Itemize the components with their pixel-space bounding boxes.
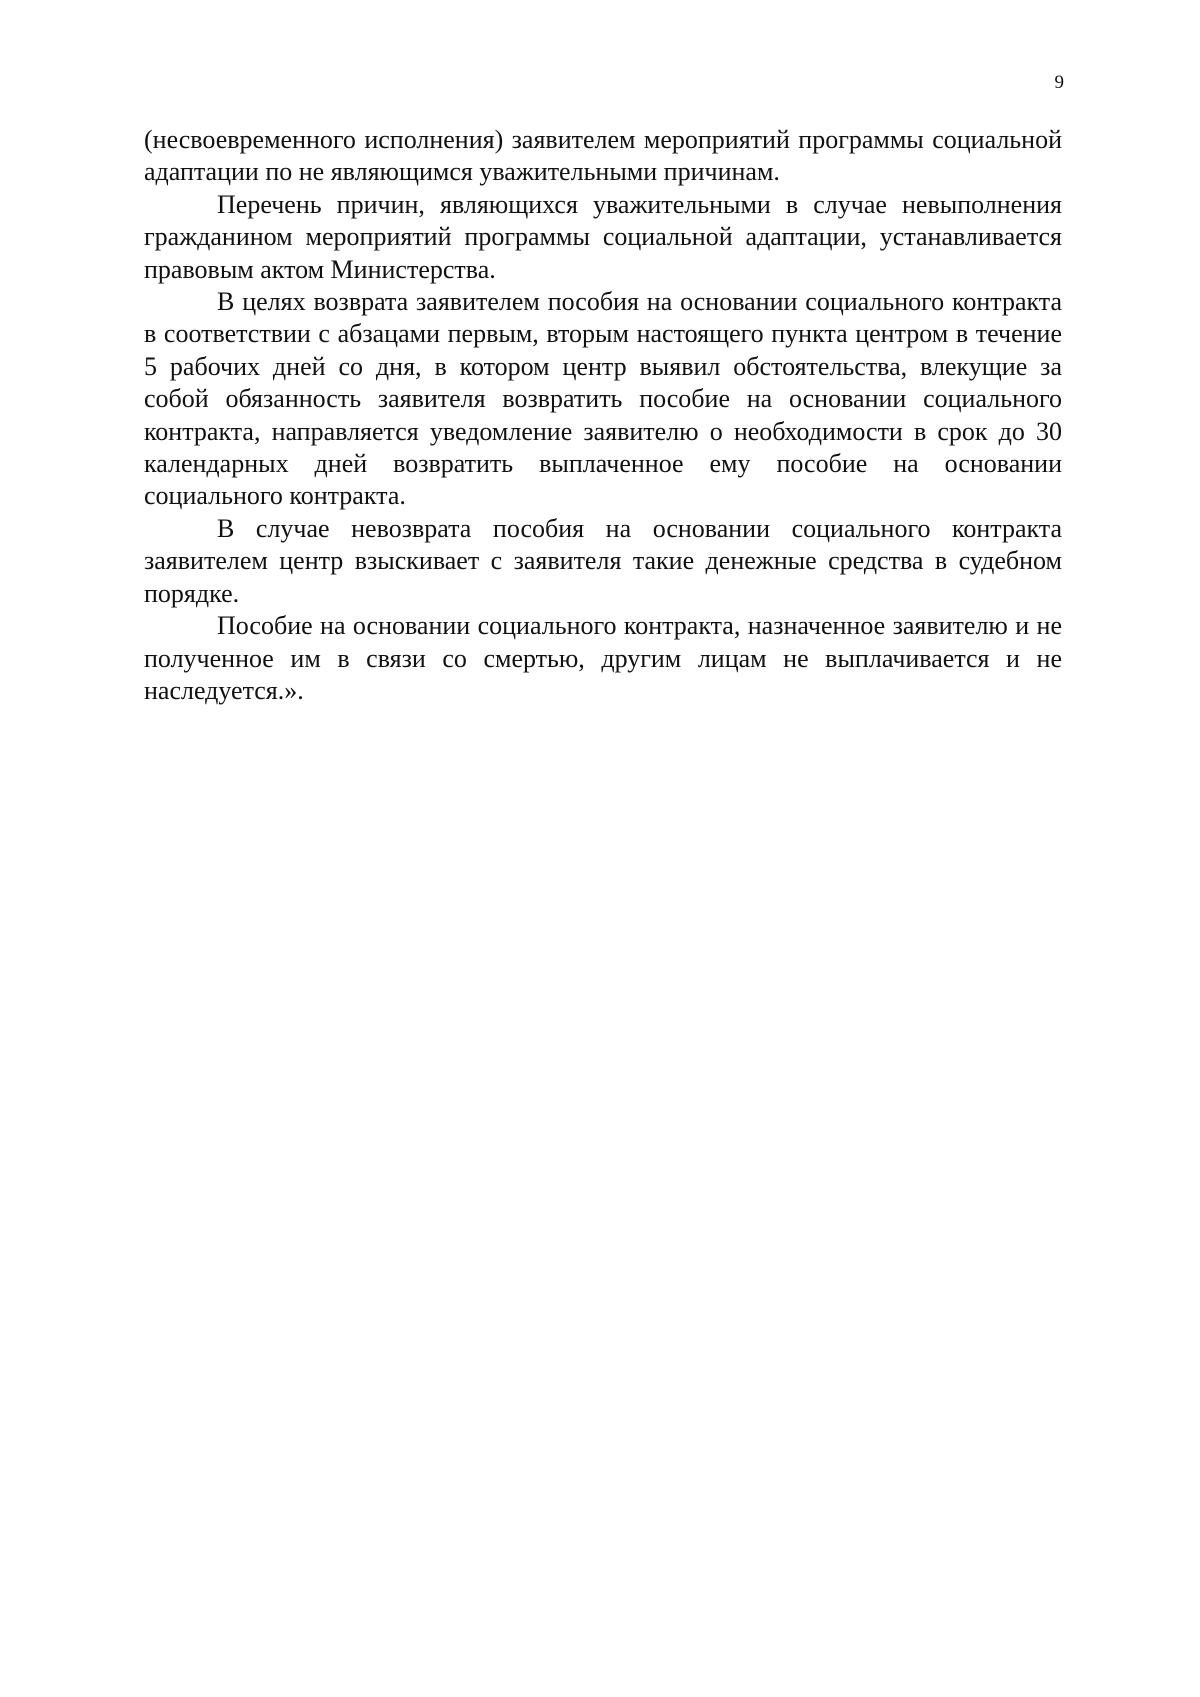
paragraph-4: В случае невозврата пособия на основании социального контракта заявителем центр взыскивает с заявителя такие денежные средства в судебном порядке. [144, 513, 1062, 608]
document-body [144, 124, 1062, 707]
paragraph-5: Пособие на основании социального контракта, назначенное заявителю и не полученное им в связи со смертью, другим лицам не выплачивается и не наследуется.». [144, 611, 1062, 705]
paragraph-2: Перечень причин, являющихся уважительными в случае невыполнения гражданином мероприятий программы социальной адаптации, устанавливается правовым актом Министерства. [144, 189, 1062, 284]
paragraph-1: (несвоевременного исполнения) заявителем мероприятий программы социальной адаптации по не являющимся уважительными причинам. [144, 125, 1062, 187]
page-number: 9 [1054, 72, 1064, 93]
paragraph-3: В целях возврата заявителем пособия на основании социального контракта в соответствии с абзацами первым, вторым настоящего пункта центром в течение 5 рабочих дней со дня, в котором центр выявил обстоятельства, влекущие за собой обязанность заявителя возвратить пособие на основании социального контракта, направляется уведомление заявителю о необходимости в срок до 30 календарных дней возвратить выплаченное ему пособие на основании социального контракта. [144, 287, 1062, 511]
